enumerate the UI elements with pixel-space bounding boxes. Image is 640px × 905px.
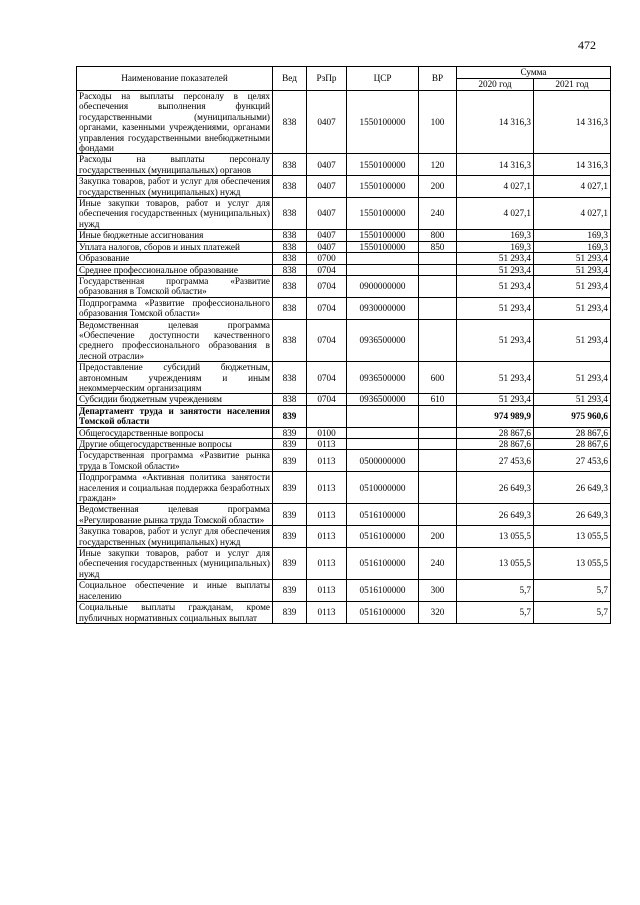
cell-vr — [419, 264, 457, 275]
cell-sum-2020: 28 867,6 — [457, 439, 534, 450]
cell-sum-2021: 51 293,4 — [534, 264, 611, 275]
cell-vr: 200 — [419, 176, 457, 198]
table-row — [77, 580, 611, 602]
cell-sum-2020: 14 316,3 — [457, 91, 534, 154]
cell-sum-2020: 4 027,1 — [457, 198, 534, 230]
cell-sum-2020: 5,7 — [457, 602, 534, 624]
table-row — [77, 176, 611, 198]
cell-name: Среднее профессиональное образование — [77, 264, 273, 275]
header-csr: ЦСР — [347, 67, 419, 91]
cell-sum-2020: 13 055,5 — [457, 526, 534, 548]
cell-ved: 838 — [273, 319, 307, 362]
budget-table — [76, 66, 611, 624]
cell-rzpr: 0113 — [307, 602, 347, 624]
cell-csr: 0936500000 — [347, 319, 419, 362]
table-row — [77, 297, 611, 319]
cell-sum-2021: 169,3 — [534, 241, 611, 252]
cell-ved: 839 — [273, 526, 307, 548]
table-row — [77, 526, 611, 548]
cell-csr — [347, 405, 419, 427]
cell-vr: 320 — [419, 602, 457, 624]
cell-sum-2020: 27 453,6 — [457, 450, 534, 472]
cell-sum-2020: 5,7 — [457, 580, 534, 602]
cell-ved: 838 — [273, 275, 307, 297]
cell-csr: 0516100000 — [347, 526, 419, 548]
cell-sum-2020: 169,3 — [457, 230, 534, 241]
cell-sum-2021: 51 293,4 — [534, 394, 611, 405]
cell-sum-2021: 26 649,3 — [534, 472, 611, 504]
cell-vr: 200 — [419, 526, 457, 548]
cell-vr: 800 — [419, 230, 457, 241]
cell-csr — [347, 264, 419, 275]
cell-ved: 838 — [273, 264, 307, 275]
cell-sum-2020: 51 293,4 — [457, 275, 534, 297]
cell-sum-2021: 51 293,4 — [534, 362, 611, 394]
cell-name: Государственная программа «Развитие образования в Томской области» — [77, 275, 273, 297]
cell-name: Субсидии бюджетным учреждениям — [77, 394, 273, 405]
cell-rzpr: 0704 — [307, 394, 347, 405]
cell-name: Социальные выплаты гражданам, кроме публичных нормативных социальных выплат — [77, 602, 273, 624]
cell-ved: 838 — [273, 198, 307, 230]
cell-name: Иные бюджетные ассигнования — [77, 230, 273, 241]
cell-rzpr: 0704 — [307, 275, 347, 297]
cell-name: Иные закупки товаров, работ и услуг для обеспечения государственных (муниципальных) нужд — [77, 548, 273, 580]
cell-name: Уплата налогов, сборов и иных платежей — [77, 241, 273, 252]
cell-ved: 839 — [273, 450, 307, 472]
table-row — [77, 427, 611, 438]
cell-rzpr: 0704 — [307, 297, 347, 319]
cell-name: Расходы на выплаты персоналу государственных (муниципальных) органов — [77, 154, 273, 176]
cell-vr — [419, 275, 457, 297]
cell-csr: 1550100000 — [347, 91, 419, 154]
cell-ved: 838 — [273, 394, 307, 405]
cell-ved: 839 — [273, 548, 307, 580]
cell-csr — [347, 253, 419, 264]
cell-sum-2021: 51 293,4 — [534, 253, 611, 264]
cell-sum-2020: 51 293,4 — [457, 253, 534, 264]
cell-rzpr: 0407 — [307, 154, 347, 176]
cell-vr — [419, 439, 457, 450]
cell-ved: 838 — [273, 154, 307, 176]
cell-csr: 0516100000 — [347, 602, 419, 624]
table-row — [77, 439, 611, 450]
cell-ved: 838 — [273, 91, 307, 154]
table-row — [77, 548, 611, 580]
cell-ved: 839 — [273, 439, 307, 450]
table-row — [77, 230, 611, 241]
cell-sum-2020: 4 027,1 — [457, 176, 534, 198]
cell-rzpr: 0704 — [307, 362, 347, 394]
cell-sum-2021: 28 867,6 — [534, 427, 611, 438]
cell-rzpr: 0113 — [307, 450, 347, 472]
cell-sum-2020: 13 055,5 — [457, 548, 534, 580]
cell-ved: 839 — [273, 602, 307, 624]
cell-csr — [347, 427, 419, 438]
cell-rzpr: 0100 — [307, 427, 347, 438]
cell-name: Расходы на выплаты персоналу в целях обеспечения выполнения функций государственными (муниципальными) органами, казенными учреждениями, органами управления государственными внебюджетными фондами — [77, 91, 273, 154]
cell-rzpr: 0113 — [307, 504, 347, 526]
header-ved: Вед — [273, 67, 307, 91]
cell-sum-2020: 51 293,4 — [457, 264, 534, 275]
cell-ved: 839 — [273, 427, 307, 438]
cell-vr — [419, 405, 457, 427]
cell-vr: 240 — [419, 548, 457, 580]
page-number: 472 — [578, 38, 596, 52]
cell-vr — [419, 297, 457, 319]
table-row — [77, 472, 611, 504]
cell-vr: 240 — [419, 198, 457, 230]
table-row — [77, 275, 611, 297]
cell-sum-2021: 4 027,1 — [534, 198, 611, 230]
cell-ved: 839 — [273, 472, 307, 504]
cell-name: Иные закупки товаров, работ и услуг для обеспечения государственных (муниципальных) нужд — [77, 198, 273, 230]
cell-name: Государственная программа «Развитие рынка труда в Томской области» — [77, 450, 273, 472]
cell-rzpr — [307, 405, 347, 427]
cell-sum-2021: 13 055,5 — [534, 526, 611, 548]
table-row — [77, 91, 611, 154]
cell-csr — [347, 439, 419, 450]
cell-sum-2021: 26 649,3 — [534, 504, 611, 526]
cell-rzpr: 0407 — [307, 176, 347, 198]
cell-sum-2020: 26 649,3 — [457, 504, 534, 526]
table-row — [77, 241, 611, 252]
cell-sum-2020: 51 293,4 — [457, 297, 534, 319]
table-row — [77, 198, 611, 230]
cell-vr — [419, 450, 457, 472]
cell-csr: 1550100000 — [347, 230, 419, 241]
cell-vr — [419, 253, 457, 264]
cell-rzpr: 0407 — [307, 198, 347, 230]
cell-csr: 0900000000 — [347, 275, 419, 297]
cell-rzpr: 0113 — [307, 439, 347, 450]
cell-sum-2021: 13 055,5 — [534, 548, 611, 580]
cell-sum-2021: 5,7 — [534, 602, 611, 624]
cell-name: Предоставление субсидий бюджетным, автономным учреждениям и иным некоммерческим организациям — [77, 362, 273, 394]
cell-rzpr: 0113 — [307, 526, 347, 548]
cell-rzpr: 0704 — [307, 264, 347, 275]
table-row — [77, 264, 611, 275]
cell-vr: 120 — [419, 154, 457, 176]
cell-sum-2021: 51 293,4 — [534, 297, 611, 319]
cell-csr: 0930000000 — [347, 297, 419, 319]
cell-rzpr: 0113 — [307, 548, 347, 580]
cell-csr: 0516100000 — [347, 548, 419, 580]
table-body — [77, 91, 611, 624]
cell-sum-2020: 51 293,4 — [457, 362, 534, 394]
cell-name: Социальное обеспечение и иные выплаты населению — [77, 580, 273, 602]
cell-csr: 0516100000 — [347, 580, 419, 602]
cell-name: Департамент труда и занятости населения Томской области — [77, 405, 273, 427]
cell-sum-2020: 26 649,3 — [457, 472, 534, 504]
table-row — [77, 394, 611, 405]
cell-vr — [419, 472, 457, 504]
cell-rzpr: 0407 — [307, 241, 347, 252]
cell-sum-2021: 14 316,3 — [534, 154, 611, 176]
table-row — [77, 450, 611, 472]
cell-ved: 839 — [273, 405, 307, 427]
cell-sum-2020: 14 316,3 — [457, 154, 534, 176]
cell-csr: 0510000000 — [347, 472, 419, 504]
table-row — [77, 154, 611, 176]
cell-sum-2021: 5,7 — [534, 580, 611, 602]
cell-name: Закупка товаров, работ и услуг для обеспечения государственных (муниципальных) нужд — [77, 526, 273, 548]
cell-name: Подпрограмма «Активная политика занятости населения и социальная поддержка безработных граждан» — [77, 472, 273, 504]
cell-vr: 850 — [419, 241, 457, 252]
cell-rzpr: 0700 — [307, 253, 347, 264]
cell-name: Подпрограмма «Развитие профессионального образования Томской области» — [77, 297, 273, 319]
cell-vr: 300 — [419, 580, 457, 602]
header-rzpr: РзПр — [307, 67, 347, 91]
cell-ved: 838 — [273, 362, 307, 394]
cell-sum-2021: 28 867,6 — [534, 439, 611, 450]
cell-vr — [419, 427, 457, 438]
cell-rzpr: 0407 — [307, 230, 347, 241]
cell-rzpr: 0113 — [307, 580, 347, 602]
cell-vr: 610 — [419, 394, 457, 405]
header-row — [77, 67, 611, 79]
cell-name: Закупка товаров, работ и услуг для обеспечения государственных (муниципальных) нужд — [77, 176, 273, 198]
cell-csr: 1550100000 — [347, 198, 419, 230]
cell-ved: 838 — [273, 176, 307, 198]
cell-sum-2020: 169,3 — [457, 241, 534, 252]
cell-rzpr: 0113 — [307, 472, 347, 504]
cell-name: Ведомственная целевая программа «Обеспечение доступности качественного среднего профессионального образования в лесной отрасли» — [77, 319, 273, 362]
cell-sum-2021: 51 293,4 — [534, 319, 611, 362]
table-row — [77, 319, 611, 362]
cell-sum-2020: 28 867,6 — [457, 427, 534, 438]
cell-vr: 600 — [419, 362, 457, 394]
cell-sum-2021: 14 316,3 — [534, 91, 611, 154]
cell-ved: 839 — [273, 504, 307, 526]
cell-rzpr: 0407 — [307, 91, 347, 154]
cell-csr: 0936500000 — [347, 394, 419, 405]
cell-csr: 1550100000 — [347, 154, 419, 176]
table-row — [77, 405, 611, 427]
cell-ved: 838 — [273, 241, 307, 252]
cell-csr: 1550100000 — [347, 241, 419, 252]
cell-sum-2021: 4 027,1 — [534, 176, 611, 198]
cell-sum-2020: 974 989,9 — [457, 405, 534, 427]
header-name: Наименование показателей — [77, 67, 273, 91]
cell-csr: 0500000000 — [347, 450, 419, 472]
header-year-2021: 2021 год — [534, 79, 611, 91]
cell-name: Общегосударственные вопросы — [77, 427, 273, 438]
cell-name: Другие общегосударственные вопросы — [77, 439, 273, 450]
cell-sum-2021: 27 453,6 — [534, 450, 611, 472]
cell-ved: 838 — [273, 230, 307, 241]
cell-sum-2020: 51 293,4 — [457, 394, 534, 405]
cell-csr: 0516100000 — [347, 504, 419, 526]
cell-ved: 838 — [273, 297, 307, 319]
cell-name: Ведомственная целевая программа «Регулирование рынка труда Томской области» — [77, 504, 273, 526]
cell-vr — [419, 319, 457, 362]
cell-vr: 100 — [419, 91, 457, 154]
cell-csr: 1550100000 — [347, 176, 419, 198]
cell-sum-2021: 51 293,4 — [534, 275, 611, 297]
header-vr: ВР — [419, 67, 457, 91]
table-row — [77, 362, 611, 394]
cell-sum-2021: 169,3 — [534, 230, 611, 241]
cell-sum-2021: 975 960,6 — [534, 405, 611, 427]
header-year-2020: 2020 год — [457, 79, 534, 91]
cell-name: Образование — [77, 253, 273, 264]
table-row — [77, 504, 611, 526]
cell-ved: 838 — [273, 253, 307, 264]
cell-ved: 839 — [273, 580, 307, 602]
header-sum: Сумма — [457, 67, 611, 79]
cell-vr — [419, 504, 457, 526]
cell-rzpr: 0704 — [307, 319, 347, 362]
table-row — [77, 602, 611, 624]
cell-csr: 0936500000 — [347, 362, 419, 394]
cell-sum-2020: 51 293,4 — [457, 319, 534, 362]
table-row — [77, 253, 611, 264]
